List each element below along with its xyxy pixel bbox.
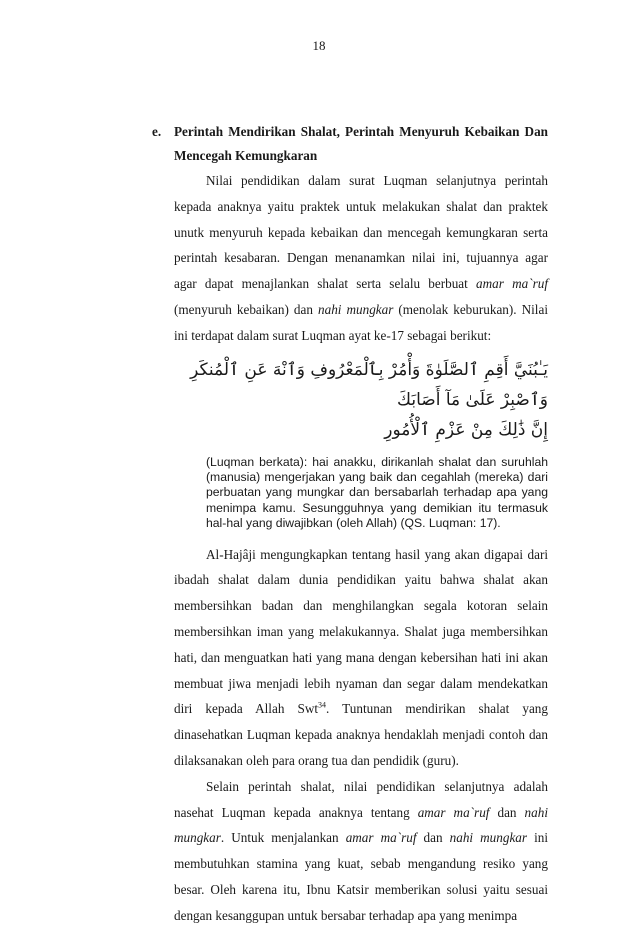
paragraph-2 xyxy=(174,542,548,774)
term-nahi-mungkar: nahi mungkar xyxy=(174,804,548,846)
term-nahi-mungkar: nahi mungkar xyxy=(318,301,394,317)
arabic-verse-line2: إِنَّ ذَٰلِكَ مِنْ عَزْمِ ٱلْأُمُورِ xyxy=(384,419,548,440)
paragraph-1-text-a: Nilai pendidikan dalam surat Luqman selanjutnya perintah kepada anaknya yaitu praktek untuk melakukan shalat dan praktek unutk menyuruh kepada kebaikan dan mencegah kemungkaran serta perintah kesabaran. Dengan menanamkan nilai ini, tujuannya agar agar dapat menajlankan shalat serta selalu berbuat xyxy=(174,173,548,292)
paragraph-1 xyxy=(174,168,548,349)
footnote-reference: 34 xyxy=(318,701,327,710)
page-number: 18 xyxy=(312,38,326,53)
paragraph-3-text-i: ini membutuhkan stamina yang kuat, sebab mengandung resiko yang besar. Oleh karena itu, Ibnu Katsir memberikan solusi yaitu sesuai dengan kesanggupan untuk bersabar terhadap apa yang menimpa xyxy=(174,830,549,923)
paragraph-3 xyxy=(174,774,548,929)
paragraph-2-text-b: . Tuntunan mendirikan shalat yang dinasehatkan Luqman kepada anaknya hendaklah menjadi contoh dan dilaksanakan oleh para orang tua dan pendidik (guru). xyxy=(174,701,548,768)
term-amar-maruf: amar ma`ruf xyxy=(417,804,490,820)
paragraph-2-text-a: Al-Hajâji mengungkapkan tentang hasil yang akan digapai dari ibadah shalat dalam dunia pendidikan yaitu bahwa shalat akan membersihkan badan dan menghilangkan segala kotoran selain membersihkan iman yang melakukannya. Shalat juga membersihkan hati, dan menguatkan hati yang mana dengan kebersihan hati ini akan membuat jiwa menjadi lebih nyaman dan segar dalam mendekatkan diri kepada Allah Swt xyxy=(174,546,548,717)
term-amar-maruf: amar ma`ruf xyxy=(476,276,548,292)
arabic-verse xyxy=(174,355,548,445)
term-amar-maruf: amar ma`ruf xyxy=(345,830,417,846)
section-body xyxy=(152,168,548,929)
paragraph-3-text-a: Selain perintah shalat, nilai pendidikan selanjutnya adalah nasehat Luqman kepada anaknya tentang xyxy=(174,778,548,820)
term-nahi-mungkar: nahi mungkar xyxy=(449,830,528,846)
section-marker: e. xyxy=(152,124,162,139)
paragraph-1-text-e: (menolak keburukan). Nilai ini terdapat dalam surat Luqman ayat ke-17 sebagai berikut: xyxy=(174,301,548,343)
verse-translation: (Luqman berkata): hai anakku, dirikanlah shalat dan suruhlah (manusia) mengerjakan yang baik dan cegahlah (mereka) dari perbuatan yang mungkar dan bersabarlah terhadap apa yang menimpa kamu. Sesungguhnya yang demikian itu termasuk hal-hal yang diwajibkan (oleh Allah) (QS. Luqman: 17). xyxy=(206,454,548,531)
page-content xyxy=(152,120,548,929)
section-heading-line2: Mencegah Kemungkaran xyxy=(174,148,318,163)
arabic-verse-line1: يَـٰبُنَيَّ أَقِمِ ٱلصَّلَوٰةَ وَأْمُرْ بِٱلْمَعْرُوفِ وَٱنْهَ عَنِ ٱلْمُنكَرِ وَٱصْبِرْ عَلَىٰ مَآ أَصَابَكَ xyxy=(190,359,548,410)
paragraph-3-text-c: dan xyxy=(489,804,525,820)
paragraph-3-text-g: dan xyxy=(416,830,450,846)
paragraph-1-text-c: (menyuruh kebaikan) dan xyxy=(174,301,318,317)
section-heading xyxy=(152,120,548,168)
paragraph-3-text-e: . Untuk menjalankan xyxy=(220,830,346,846)
section-heading-line1: Perintah Mendirikan Shalat, Perintah Menyuruh Kebaikan Dan xyxy=(174,124,548,139)
